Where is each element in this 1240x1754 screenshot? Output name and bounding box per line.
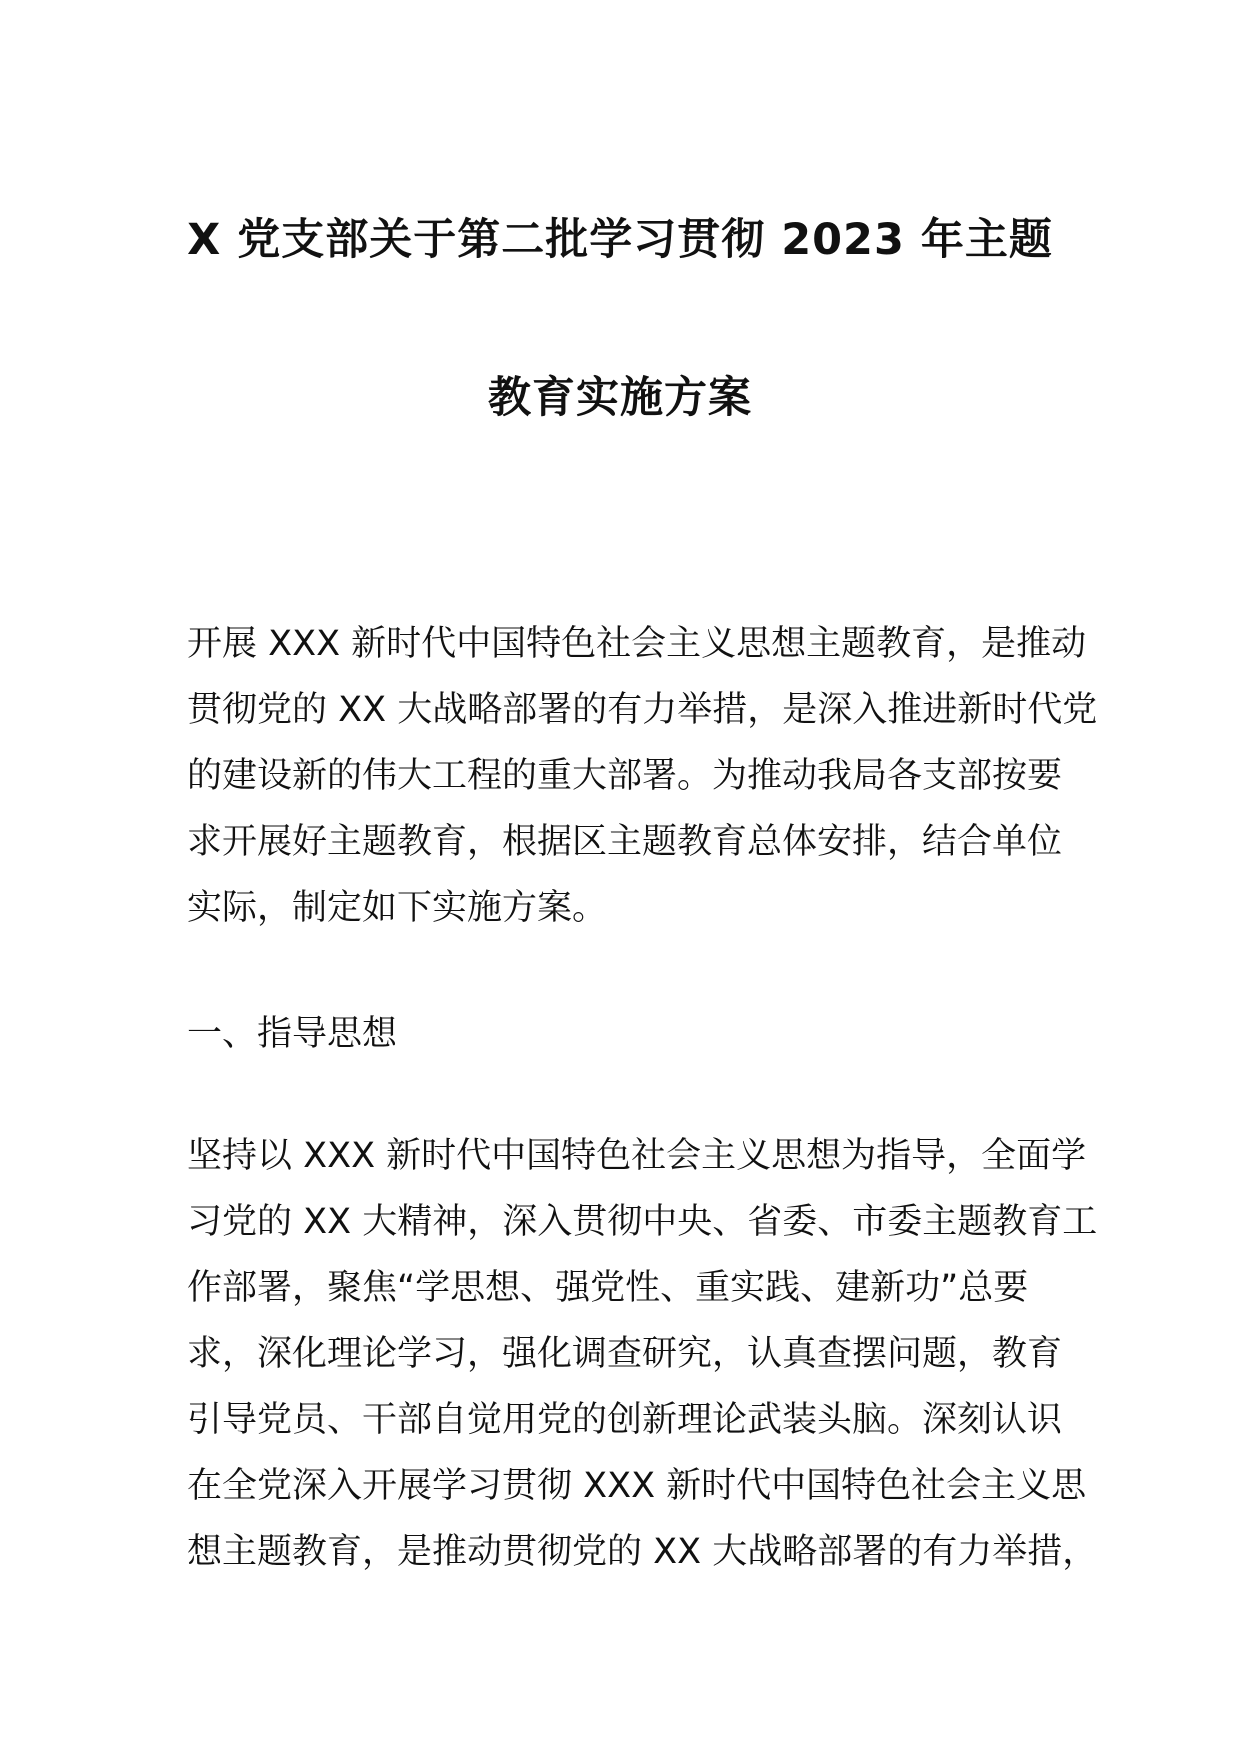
guiding-line: 坚持以 XXX 新时代中国特色社会主义思想为指导，全面学 xyxy=(187,1136,1087,1176)
intro-line: 求开展好主题教育，根据区主题教育总体安排，结合单位 xyxy=(187,822,1063,862)
guiding-ideology-paragraph xyxy=(187,1123,1098,1585)
intro-line: 开展 XXX 新时代中国特色社会主义思想主题教育，是推动 xyxy=(187,624,1087,664)
intro-line: 贯彻党的 XX 大战略部署的有力举措，是深入推进新时代党 xyxy=(187,690,1098,730)
intro-line: 的建设新的伟大工程的重大部署。为推动我局各支部按要 xyxy=(187,756,1063,796)
section-heading-text: 一、指导思想 xyxy=(187,1014,398,1054)
section-heading-guiding-ideology xyxy=(187,1001,1053,1067)
guiding-line: 作部署，聚焦“学思想、强党性、重实践、建新功”总要 xyxy=(187,1268,1029,1308)
intro-paragraph xyxy=(187,611,1098,941)
guiding-line: 求，深化理论学习，强化调查研究，认真查摆问题，教育 xyxy=(187,1334,1063,1374)
guiding-line: 在全党深入开展学习贯彻 XXX 新时代中国特色社会主义思 xyxy=(187,1466,1087,1506)
guiding-line: 引导党员、干部自觉用党的创新理论武装头脑。深刻认识 xyxy=(187,1400,1063,1440)
guiding-line: 习党的 XX 大精神，深入贯彻中央、省委、市委主题教育工 xyxy=(187,1202,1098,1242)
document-title-line-1: X 党支部关于第二批学习贯彻 2023 年主题 xyxy=(187,215,1053,265)
guiding-line: 想主题教育，是推动贯彻党的 XX 大战略部署的有力举措， xyxy=(187,1532,1098,1572)
document-title-line-2: 教育实施方案 xyxy=(488,373,752,423)
intro-line: 实际，制定如下实施方案。 xyxy=(187,888,608,928)
